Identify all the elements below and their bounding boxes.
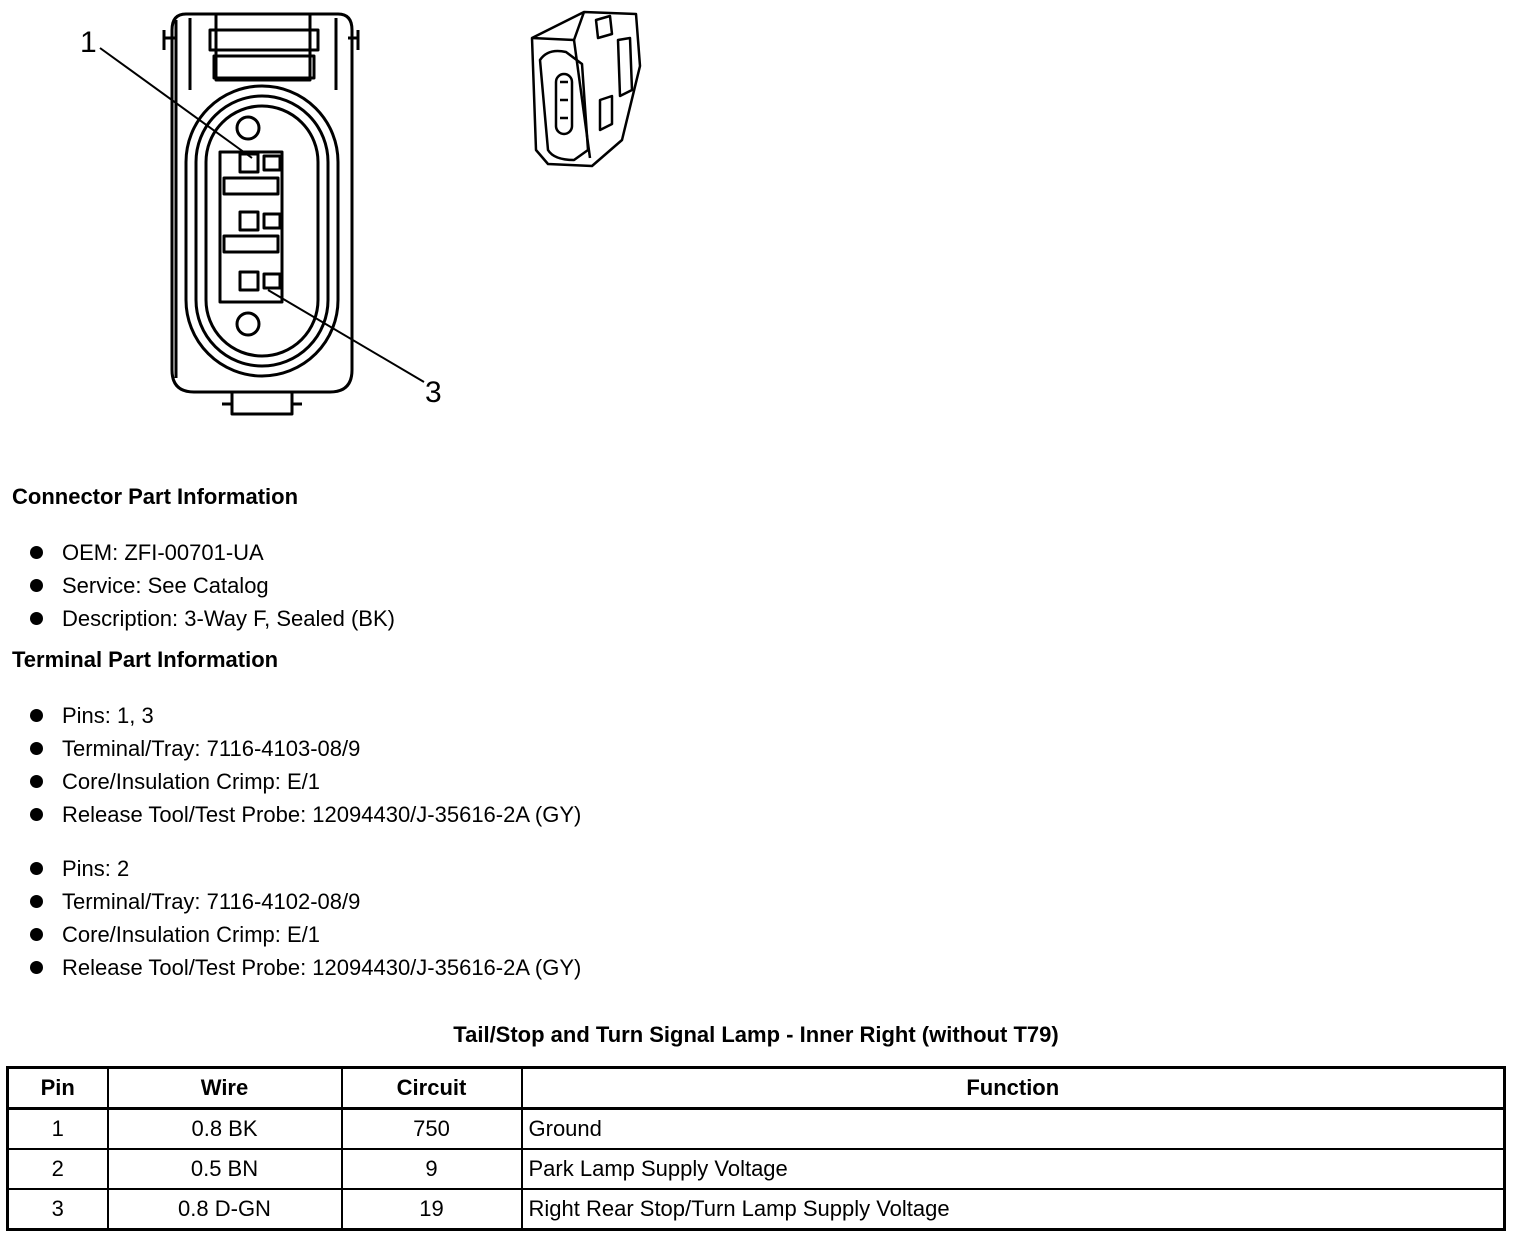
pin-3-leader-line [268, 290, 424, 382]
list-item-text: Description: 3-Way F, Sealed (BK) [62, 606, 395, 631]
cell-pin: 2 [8, 1149, 108, 1189]
bullet-icon [30, 928, 43, 941]
bullet-icon [30, 709, 43, 722]
list-item-text: Core/Insulation Crimp: E/1 [62, 922, 320, 947]
list-item-text: Service: See Catalog [62, 573, 269, 598]
connector-info-list [28, 536, 395, 635]
list-item-text: Pins: 1, 3 [62, 703, 154, 728]
cell-function: Ground [522, 1109, 1505, 1150]
connector-info-title: Connector Part Information [12, 484, 299, 509]
cell-wire: 0.8 BK [108, 1109, 342, 1150]
cell-function: Park Lamp Supply Voltage [522, 1149, 1505, 1189]
list-item-text: Pins: 2 [62, 856, 130, 881]
bullet-icon [30, 579, 43, 592]
column-header-wire: Wire [108, 1068, 342, 1109]
list-item [28, 536, 395, 569]
pinout-table-title: Tail/Stop and Turn Signal Lamp - Inner Right (without T79) [453, 1022, 1059, 1047]
list-item [28, 765, 581, 798]
list-item [28, 918, 581, 951]
table-row [8, 1189, 1505, 1230]
cell-circuit: 750 [342, 1109, 522, 1150]
bullet-icon [30, 612, 43, 625]
table-header-row [8, 1068, 1505, 1109]
bullet-icon [30, 546, 43, 559]
cell-pin: 3 [8, 1189, 108, 1230]
cell-wire: 0.8 D-GN [108, 1189, 342, 1230]
list-item-text: Release Tool/Test Probe: 12094430/J-35616-2A (GY) [62, 802, 582, 827]
cell-pin: 1 [8, 1109, 108, 1150]
list-item-text: Core/Insulation Crimp: E/1 [62, 769, 320, 794]
bullet-icon [30, 775, 43, 788]
list-item [28, 885, 581, 918]
connector-face-drawing [0, 0, 1520, 450]
column-header-function: Function [522, 1068, 1505, 1109]
list-item [28, 569, 395, 602]
column-header-circuit: Circuit [342, 1068, 522, 1109]
pin-1-callout: 1 [80, 26, 97, 59]
list-item [28, 798, 581, 831]
connector-diagram [0, 0, 1520, 450]
terminal-info-list-pins-1-3 [28, 699, 581, 831]
cell-function: Right Rear Stop/Turn Lamp Supply Voltage [522, 1189, 1505, 1230]
list-item [28, 951, 581, 984]
pinout-table [6, 1066, 1506, 1231]
table-row [8, 1149, 1505, 1189]
bullet-icon [30, 742, 43, 755]
list-item-text: Release Tool/Test Probe: 12094430/J-35616-2A (GY) [62, 955, 582, 980]
column-header-pin: Pin [8, 1068, 108, 1109]
list-item [28, 852, 581, 885]
bullet-icon [30, 808, 43, 821]
pin-3-callout: 3 [425, 376, 442, 409]
terminal-info-title: Terminal Part Information [12, 647, 279, 672]
cell-circuit: 9 [342, 1149, 522, 1189]
bullet-icon [30, 895, 43, 908]
terminal-info-list-pin-2 [28, 852, 581, 984]
connector-isometric-view [532, 12, 640, 166]
cell-circuit: 19 [342, 1189, 522, 1230]
cell-wire: 0.5 BN [108, 1149, 342, 1189]
table-row [8, 1109, 1505, 1150]
bullet-icon [30, 862, 43, 875]
list-item [28, 732, 581, 765]
bullet-icon [30, 961, 43, 974]
list-item [28, 602, 395, 635]
list-item-text: Terminal/Tray: 7116-4103-08/9 [62, 736, 361, 761]
list-item-text: Terminal/Tray: 7116-4102-08/9 [62, 889, 361, 914]
list-item [28, 699, 581, 732]
list-item-text: OEM: ZFI-00701-UA [62, 540, 264, 565]
